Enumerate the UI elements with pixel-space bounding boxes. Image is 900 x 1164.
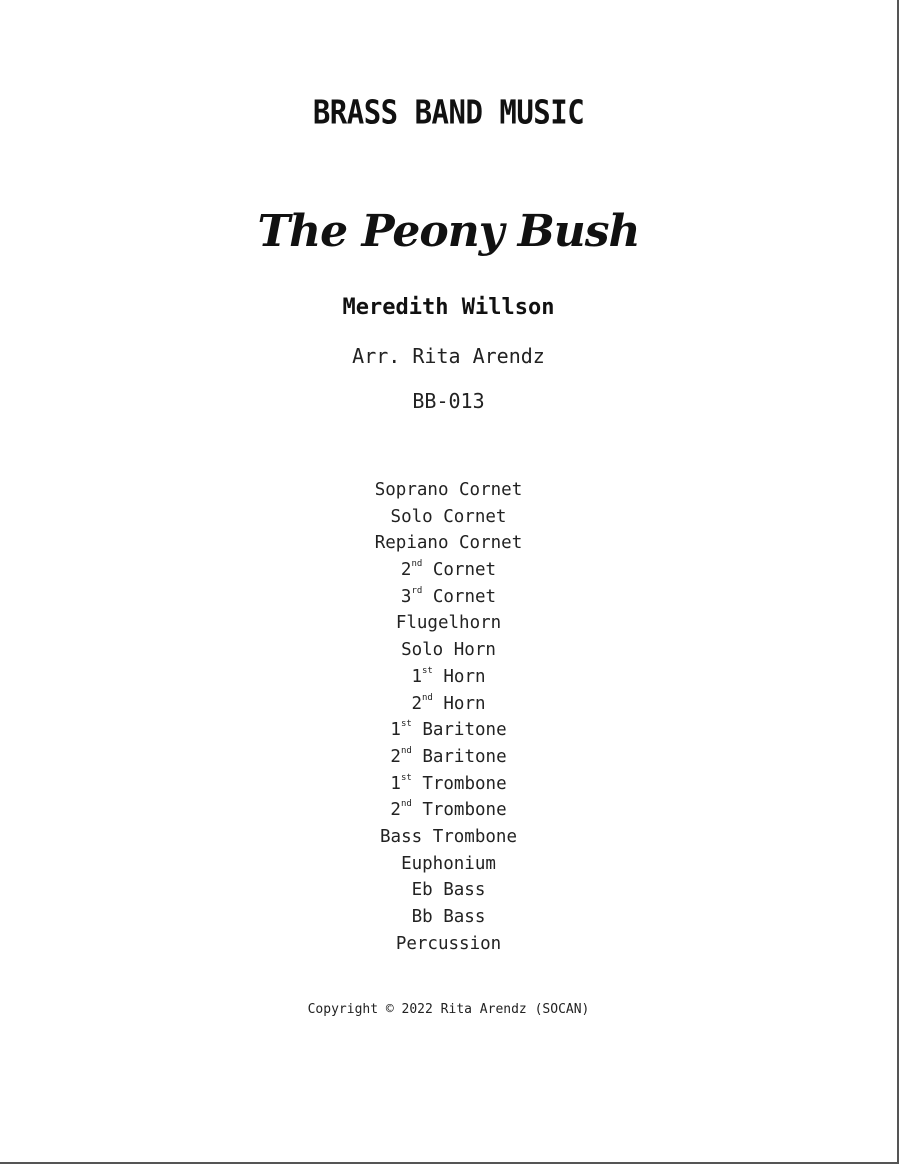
part-name: Horn <box>432 666 486 687</box>
catalog-number: BB-013 <box>412 389 485 413</box>
composer-name: Meredith Willson <box>342 295 555 320</box>
part-number: 1 <box>411 666 422 687</box>
part-ordinal-suffix: st <box>422 665 433 676</box>
instrumentation-list <box>0 477 897 957</box>
instrument-part-item <box>0 664 897 691</box>
part-name: Solo Horn <box>401 640 496 661</box>
part-name: Baritone <box>411 720 507 741</box>
part-name: Solo Cornet <box>390 506 507 527</box>
instrument-part-item <box>0 904 897 931</box>
arranger-credit: Arr. Rita Arendz <box>352 344 545 368</box>
part-number: 1 <box>390 720 401 741</box>
instrument-part-item <box>0 744 897 771</box>
part-ordinal-suffix: nd <box>411 559 423 570</box>
part-ordinal-suffix: nd <box>422 692 433 703</box>
part-number: 2 <box>390 746 401 767</box>
instrument-part-item <box>0 877 897 904</box>
piece-title: The Peony Bush <box>257 206 640 257</box>
instrument-part-item <box>0 584 897 611</box>
part-ordinal-suffix: rd <box>411 585 423 596</box>
part-name: Trombone <box>411 800 507 821</box>
part-name: Horn <box>432 693 486 714</box>
part-name: Eb Bass <box>411 880 486 901</box>
part-name: Soprano Cornet <box>374 480 523 500</box>
instrument-part-item <box>0 824 897 851</box>
instrument-part-item <box>0 610 897 637</box>
part-ordinal-suffix: nd <box>400 745 412 756</box>
instrument-part-item <box>0 504 897 531</box>
part-name: Percussion <box>395 933 502 954</box>
instrument-part-item <box>0 637 897 664</box>
part-name: Trombone <box>411 773 507 794</box>
part-number: 2 <box>411 693 422 714</box>
instrument-part-item <box>0 557 897 584</box>
instrument-part-item <box>0 691 897 718</box>
instrument-part-item <box>0 931 897 958</box>
series-heading: BRASS BAND MUSIC <box>312 92 585 132</box>
instrument-part-item <box>0 797 897 824</box>
instrument-part-item <box>0 717 897 744</box>
instrument-part-item <box>0 530 897 557</box>
part-name: Bass Trombone <box>380 826 517 847</box>
part-name: Cornet <box>422 586 497 607</box>
part-name: Baritone <box>411 746 507 767</box>
part-number: 2 <box>390 800 401 821</box>
part-name: Euphonium <box>401 853 496 874</box>
part-ordinal-suffix: st <box>400 719 412 730</box>
part-ordinal-suffix: nd <box>400 799 412 810</box>
part-name: Repiano Cornet <box>374 533 523 554</box>
instrument-part-item <box>0 477 897 504</box>
part-name: Flugelhorn <box>395 613 502 634</box>
part-name: Bb Bass <box>411 907 486 927</box>
instrument-part-item <box>0 771 897 798</box>
part-name: Cornet <box>422 560 497 581</box>
copyright-notice: Copyright © 2022 Rita Arendz (SOCAN) <box>307 1002 590 1017</box>
part-ordinal-suffix: st <box>400 772 412 783</box>
instrument-part-item <box>0 851 897 878</box>
part-number: 1 <box>390 773 401 794</box>
part-number: 3 <box>400 586 412 607</box>
part-number: 2 <box>400 560 412 581</box>
